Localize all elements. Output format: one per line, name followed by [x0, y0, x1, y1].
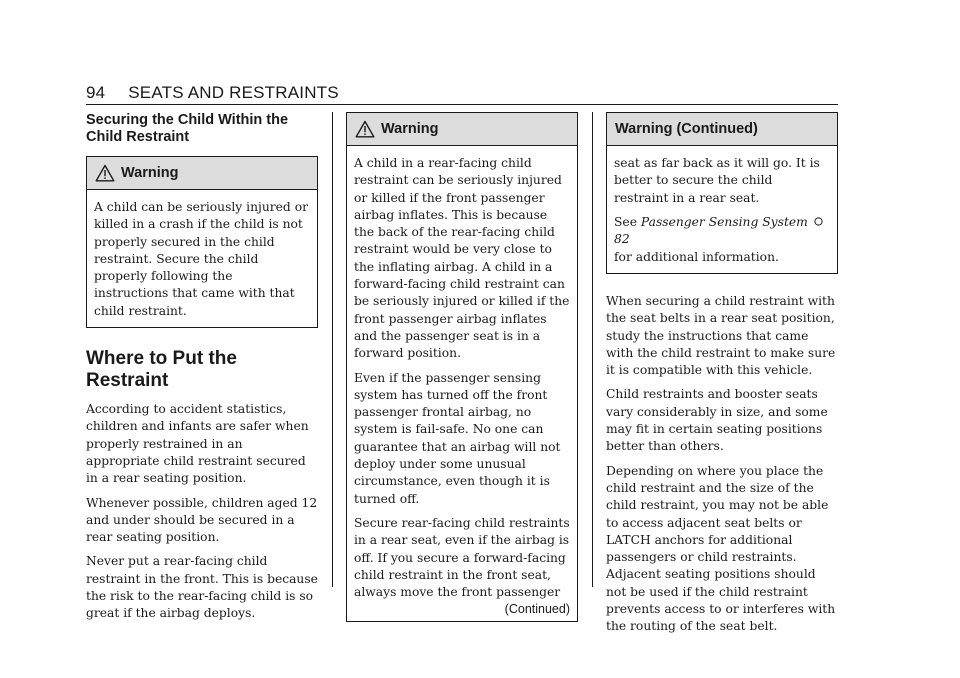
- paragraph: Depending on where you place the child restraint and the size of the child restraint, you may not be able to access adjacent seat belts or LATCH anchors for additional passengers or child restraints. Adjacent seating positions should not be used if the child restraint prevents access to or interferes with the routing of the seat belt.: [606, 463, 836, 634]
- warning-title: Warning: [121, 165, 179, 181]
- header-rule: [86, 104, 838, 105]
- column-left: [86, 112, 318, 630]
- paragraph: When securing a child restraint with the seat belts in a rear seat position, study the instructions that came with the child restraint to make sure it is compatible with this vehicle.: [606, 293, 836, 378]
- warning-body: [87, 190, 317, 327]
- warning-text: A child can be seriously injured or killed in a crash if the child is not properly secured in the child restraint. Secure the child properly following the instructions that came with that child restraint.: [94, 200, 308, 318]
- warning-paragraph: Secure rear-facing child restraints in a rear seat, even if the airbag is off. If you secure a forward-facing child restraint in the front seat, always move the front passenger: [354, 515, 570, 600]
- cross-reference: See Passenger Sensing System 82 for additional information.: [614, 214, 830, 266]
- section-title: SEATS AND RESTRAINTS: [128, 83, 339, 102]
- warning-box: [606, 112, 838, 274]
- warning-triangle-icon: [95, 164, 115, 182]
- warning-paragraph: seat as far back as it will go. It is better to secure the child restraint in a rear seat.: [614, 156, 820, 205]
- warning-title: Warning (Continued): [615, 121, 758, 137]
- page-header: [86, 83, 339, 103]
- warning-triangle-icon: [355, 120, 375, 138]
- warning-box: [86, 156, 318, 328]
- column-right: [606, 112, 838, 643]
- reference-page[interactable]: 82: [614, 232, 630, 247]
- paragraph: Never put a rear-facing child restraint in the front. This is because the risk to the rear-facing child is so great if the airbag deploys.: [86, 554, 318, 621]
- subheading: Securing the Child Within the Child Restraint: [86, 112, 289, 145]
- warning-title-bar: [607, 113, 837, 146]
- column-divider: [592, 112, 593, 587]
- warning-title-bar: [347, 113, 577, 146]
- column-middle: [346, 112, 578, 622]
- paragraph: Whenever possible, children aged 12 and under should be secured in a rear seating position.: [86, 495, 318, 545]
- warning-paragraph: A child in a rear-facing child restraint can be seriously injured or killed if the front passenger airbag inflates. This is because the back of the rear-facing child restraint would be very close to the inflating airbag. A child in a forward-facing child restraint can be seriously injured or killed if the front passenger airbag inflates and the passenger seat is in a forward position.: [354, 156, 570, 361]
- column-divider: [332, 112, 333, 587]
- warning-box: [346, 112, 578, 622]
- page-number: 94: [86, 83, 106, 102]
- warning-title: Warning: [381, 121, 439, 137]
- warning-title-bar: [87, 157, 317, 190]
- warning-body: [347, 146, 577, 621]
- paragraph: According to accident statistics, children and infants are safer when properly restrained in an appropriate child restraint secured in a rear seating position.: [86, 402, 309, 486]
- warning-paragraph: Even if the passenger sensing system has turned off the front passenger frontal airbag, no system is fail-safe. No one can guarantee that an airbag will not deploy under some unusual circumstance, even though it is turned off.: [354, 370, 561, 506]
- continued-label: (Continued): [504, 602, 570, 617]
- cross-reference-link[interactable]: Passenger Sensing System: [640, 215, 808, 230]
- warning-body: [607, 146, 837, 273]
- page-reference-icon: [814, 214, 823, 231]
- paragraph: Child restraints and booster seats vary considerably in size, and some may fit in certain seating positions better than others.: [606, 387, 828, 454]
- section-heading: Where to Put the Restraint: [86, 348, 237, 392]
